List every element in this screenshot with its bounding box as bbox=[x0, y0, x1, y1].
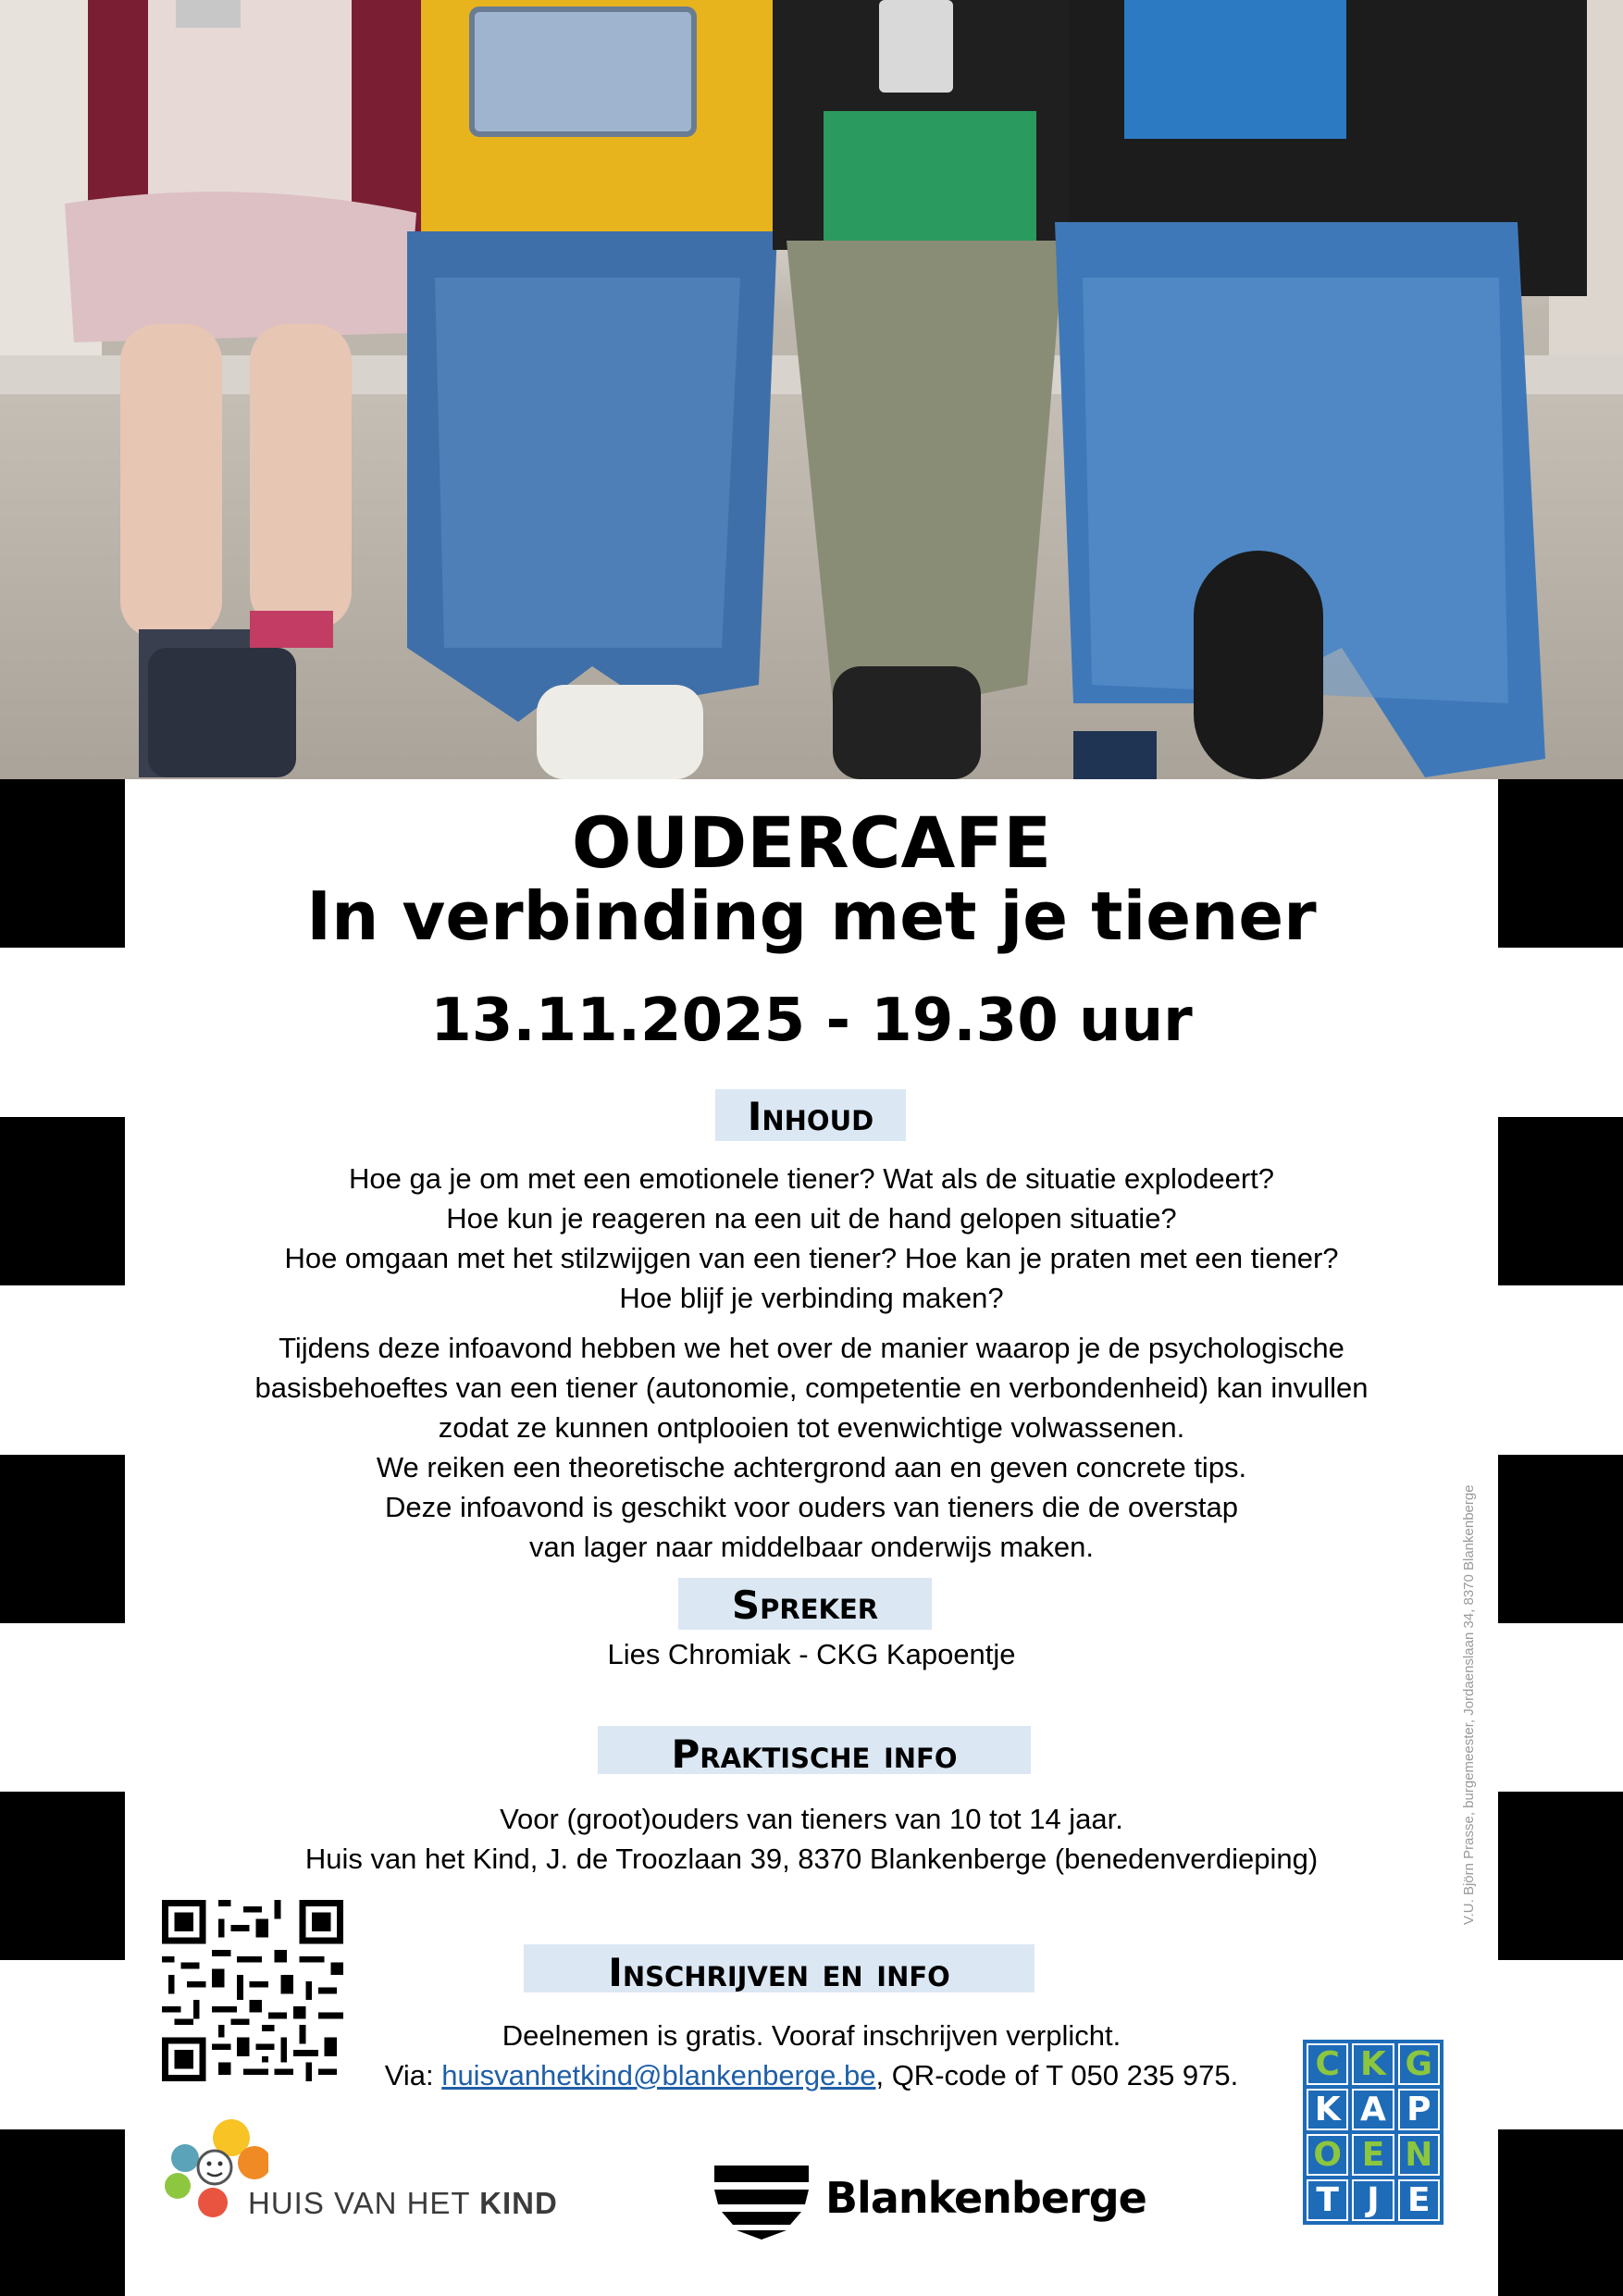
inhoud-header: Inhoud bbox=[715, 1089, 906, 1141]
left-stripe-3 bbox=[0, 1455, 125, 1623]
event-title: OUDERCAFE bbox=[571, 801, 1052, 884]
spreker-name: Lies Chromiak - CKG Kapoentje bbox=[607, 1638, 1016, 1670]
description-line: basisbehoeftes van een tiener (autonomie, competentie en verbondenheid) kan invullen bbox=[254, 1371, 1369, 1404]
question-line: Hoe omgaan met het stilzwijgen van een tiener? Hoe kan je praten met een tiener? bbox=[284, 1242, 1339, 1274]
header-photo bbox=[0, 0, 1623, 779]
right-stripe-2 bbox=[1498, 1117, 1623, 1285]
ckg-letter: P bbox=[1398, 2089, 1440, 2130]
description-line: van lager naar middelbaar onderwijs maken. bbox=[529, 1531, 1094, 1563]
via-prefix: Via: bbox=[384, 2059, 442, 2091]
huis-van-het-kind-text bbox=[248, 2186, 558, 2221]
ckg-kapoentje-logo bbox=[1303, 2040, 1443, 2225]
info-line: Voor (groot)ouders van tieners van 10 tot 14 jaar. bbox=[500, 1803, 1123, 1835]
ckg-letter: N bbox=[1398, 2134, 1440, 2176]
blankenberge-shield-icon bbox=[712, 2162, 811, 2240]
description-line: Deze infoavond is geschikt voor ouders van tieners die de overstap bbox=[385, 1491, 1238, 1523]
info-line: Huis van het Kind, J. de Troozlaan 39, 8370 Blankenberge (benedenverdieping) bbox=[304, 1843, 1319, 1875]
description-line: zodat ze kunnen ontplooien tot evenwichtige volwassenen. bbox=[438, 1411, 1185, 1444]
registration-line: Deelnemen is gratis. Vooraf inschrijven verplicht. bbox=[502, 2019, 1121, 2052]
ckg-letter: A bbox=[1352, 2089, 1394, 2130]
right-stripe-4 bbox=[1498, 1792, 1623, 1960]
ckg-letter: O bbox=[1307, 2134, 1348, 2176]
hvhk-bold: KIND bbox=[479, 2186, 558, 2220]
right-stripe-1 bbox=[1498, 779, 1623, 948]
event-datetime: 13.11.2025 - 19.30 uur bbox=[430, 987, 1193, 1055]
spreker-header: Spreker bbox=[678, 1578, 932, 1630]
inschrijven-header: Inschrijven en info bbox=[524, 1944, 1035, 1992]
ckg-letter: K bbox=[1352, 2043, 1394, 2085]
vu-text: V.U. Björn Prasse, burgemeester, Jordaenslaan 34, 8370 Blankenberge bbox=[1461, 1484, 1477, 1925]
ckg-letter: E bbox=[1398, 2179, 1440, 2221]
via-suffix: , QR-code of T 050 235 975. bbox=[875, 2059, 1239, 2091]
ckg-letter: J bbox=[1352, 2179, 1394, 2221]
right-stripe-5 bbox=[1498, 2129, 1623, 2296]
teenagers-illustration bbox=[0, 0, 1623, 779]
praktische-info bbox=[125, 1799, 1498, 1879]
blankenberge-text: Blankenberge bbox=[825, 2173, 1146, 2223]
inhoud-questions bbox=[125, 1159, 1498, 1318]
left-stripe-5 bbox=[0, 2129, 125, 2296]
praktische-info-header: Praktische info bbox=[598, 1726, 1031, 1774]
email-link[interactable]: huisvanhetkind@blankenberge.be bbox=[441, 2059, 876, 2091]
ckg-letter: E bbox=[1352, 2134, 1394, 2176]
question-line: Hoe kun je reageren na een uit de hand gelopen situatie? bbox=[446, 1202, 1177, 1235]
ckg-letter: T bbox=[1307, 2179, 1348, 2221]
ckg-letter: K bbox=[1307, 2089, 1348, 2130]
left-stripe-1 bbox=[0, 779, 125, 948]
left-stripe-4 bbox=[0, 1792, 125, 1960]
question-line: Hoe ga je om met een emotionele tiener? Wat als de situatie explodeert? bbox=[348, 1162, 1275, 1195]
question-line: Hoe blijf je verbinding maken? bbox=[619, 1282, 1004, 1314]
description-line: Tijdens deze infoavond hebben we het over de manier waarop je de psychologische bbox=[279, 1332, 1344, 1364]
event-subtitle: In verbinding met je tiener bbox=[306, 877, 1317, 955]
description-line: We reiken een theoretische achtergrond aan en geven concrete tips. bbox=[376, 1451, 1247, 1483]
ckg-letter: C bbox=[1307, 2043, 1348, 2085]
right-stripe-3 bbox=[1498, 1455, 1623, 1623]
qr-code[interactable] bbox=[162, 1900, 343, 2081]
ckg-letter: G bbox=[1398, 2043, 1440, 2085]
huis-van-het-kind-logo bbox=[157, 2112, 558, 2223]
hvhk-prefix: HUIS VAN HET bbox=[248, 2186, 480, 2220]
blankenberge-logo bbox=[712, 2162, 1146, 2245]
inhoud-description bbox=[125, 1328, 1498, 1567]
left-stripe-2 bbox=[0, 1117, 125, 1285]
